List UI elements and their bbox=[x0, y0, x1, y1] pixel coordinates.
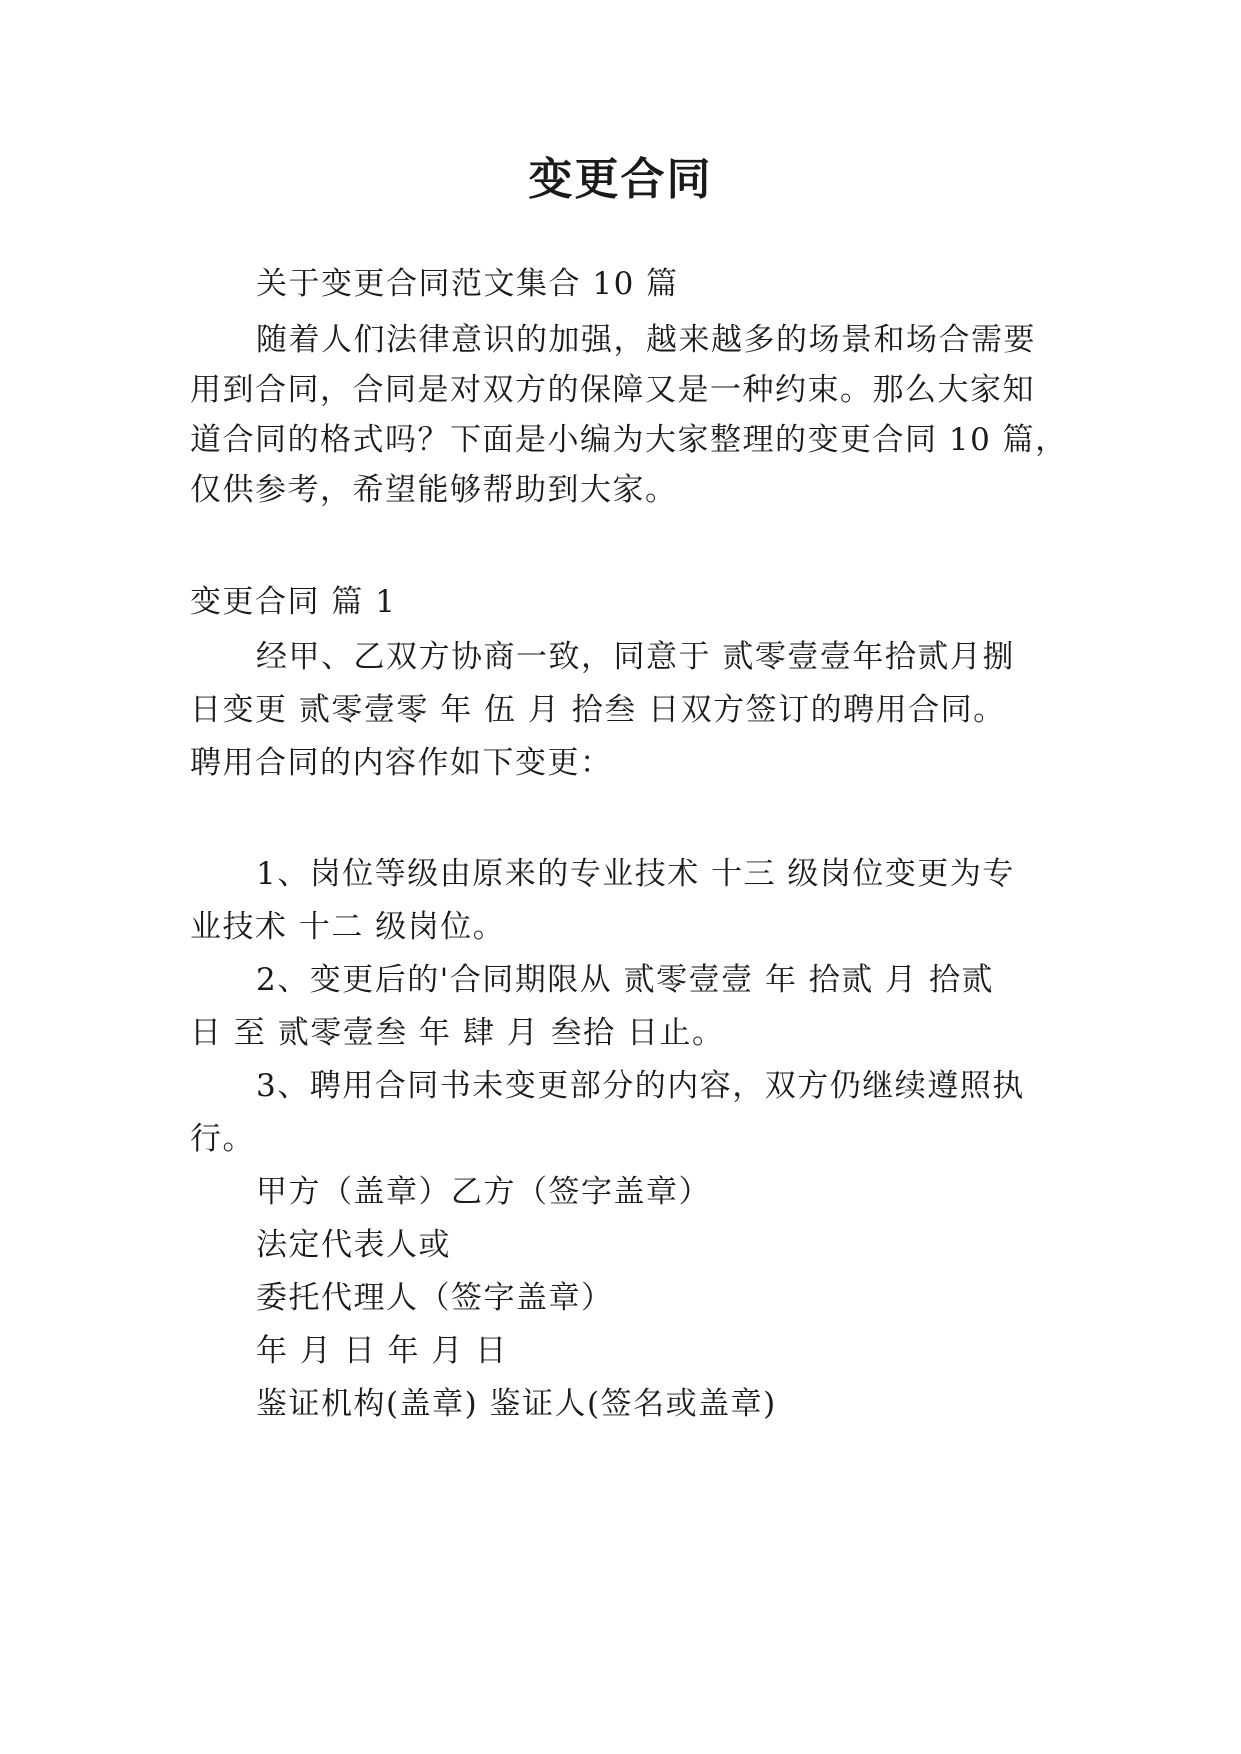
intro-heading: 关于变更合同范文集合 10 篇 bbox=[256, 266, 679, 302]
paragraph-line: 聘用合同的内容作如下变更： bbox=[190, 745, 613, 781]
signature-line: 法定代表人或 bbox=[256, 1227, 451, 1263]
intro-line: 道合同的格式吗？下面是小编为大家整理的变更合同 10 篇， bbox=[190, 422, 1068, 458]
date-line: 年 月 日 年 月 日 bbox=[256, 1333, 508, 1369]
intro-line: 用到合同，合同是对双方的保障又是一种约束。那么大家知 bbox=[190, 372, 1035, 408]
clause-line: 日 至 贰零壹叁 年 肆 月 叁拾 日止。 bbox=[190, 1015, 725, 1051]
intro-line: 仅供参考，希望能够帮助到大家。 bbox=[190, 472, 678, 508]
clause-line: 3、聘用合同书未变更部分的内容，双方仍继续遵照执 bbox=[256, 1068, 1025, 1104]
clause-line: 2、变更后的'合同期限从 贰零壹壹 年 拾贰 月 拾贰 bbox=[256, 962, 995, 998]
clause-line: 行。 bbox=[190, 1121, 255, 1157]
signature-line: 鉴证机构(盖章) 鉴证人(签名或盖章) bbox=[256, 1386, 777, 1422]
clause-line: 1、岗位等级由原来的专业技术 十三 级岗位变更为专 bbox=[256, 856, 1015, 892]
signature-line: 委托代理人（签字盖章） bbox=[256, 1280, 614, 1316]
paragraph-line: 日变更 贰零壹零 年 伍 月 拾叁 日双方签订的聘用合同。 bbox=[190, 692, 1006, 728]
document-title: 变更合同 bbox=[528, 154, 713, 205]
paragraph-line: 经甲、乙双方协商一致，同意于 贰零壹壹年拾贰月捌 bbox=[256, 639, 1015, 675]
clause-line: 业技术 十二 级岗位。 bbox=[190, 909, 506, 945]
intro-line: 随着人们法律意识的加强，越来越多的场景和场合需要 bbox=[256, 322, 1036, 358]
signature-line: 甲方（盖章）乙方（签字盖章） bbox=[256, 1174, 711, 1210]
section-heading: 变更合同 篇 1 bbox=[190, 584, 397, 620]
